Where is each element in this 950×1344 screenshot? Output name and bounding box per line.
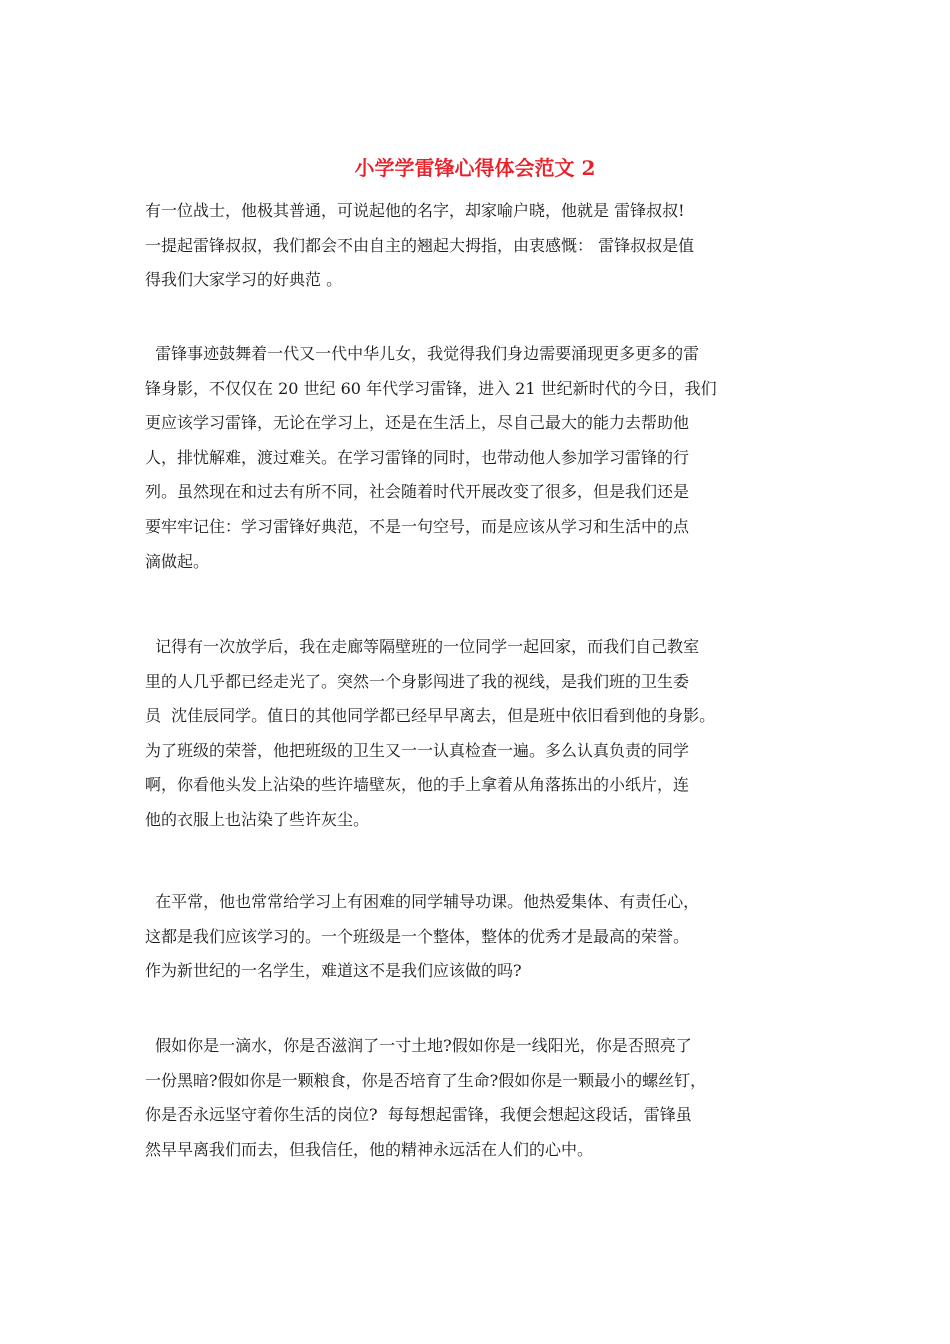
paragraph-line: 一份黑暗?假如你是一颗粮食，你是否培育了生命?假如你是一颗最小的螺丝钉，	[145, 1070, 707, 1090]
paragraph-line: 作为新世纪的一名学生，难道这不是我们应该做的吗?	[145, 961, 522, 981]
paragraph-line: 里的人几乎都已经走光了。突然一个身影闯进了我的视线，是我们班的卫生委	[145, 671, 690, 691]
paragraph-line: 为了班级的荣誉，他把班级的卫生又一一认真检查一遍。多么认真负责的同学	[145, 740, 690, 760]
paragraph-line: 这都是我们应该学习的。一个班级是一个整体，整体的优秀才是最高的荣誉。	[145, 926, 690, 946]
paragraph-line: 然早早离我们而去，但我信任，他的精神永远活在人们的心中。	[145, 1139, 594, 1159]
paragraph-line: 在平常，他也常常给学习上有困难的同学辅导功课。他热爱集体、有责任心，	[145, 892, 700, 911]
paragraph-line: 他的衣服上也沾染了些许灰尘。	[145, 809, 370, 829]
paragraph-line: 滴做起。	[145, 551, 210, 571]
paragraph-line: 员 沈佳辰同学。值日的其他同学都已经早早离去，但是班中依旧看到他的身影。	[145, 706, 716, 726]
paragraph-line: 记得有一次放学后，我在走廊等隔壁班的一位同学一起回家，而我们自己教室	[145, 637, 700, 656]
paragraph-line: 雷锋事迹鼓舞着一代又一代中华儿女，我觉得我们身边需要涌现更多更多的雷	[145, 344, 700, 363]
paragraph-line: 要牢牢记住：学习雷锋好典范，不是一句空号，而是应该从学习和生活中的点	[145, 516, 690, 536]
paragraph-1	[145, 194, 810, 298]
paragraph-2	[145, 337, 810, 579]
paragraph-4	[145, 885, 810, 989]
paragraph-line: 列。虽然现在和过去有所不同，社会随着时代开展改变了很多，但是我们还是	[145, 482, 690, 502]
paragraph-line: 更应该学习雷锋，无论在学习上，还是在生活上，尽自己最大的能力去帮助他	[145, 413, 690, 433]
paragraph-line: 一提起雷锋叔叔，我们都会不由自主的翘起大拇指，由衷感慨： 雷锋叔叔是值	[145, 235, 695, 255]
document-title: 小学学雷锋心得体会范文 2	[354, 156, 596, 180]
paragraph-line: 你是否永远坚守着你生活的岗位? 每每想起雷锋，我便会想起这段话，雷锋虽	[145, 1105, 692, 1125]
paragraph-line: 假如你是一滴水，你是否滋润了一寸土地?假如你是一线阳光，你是否照亮了	[145, 1036, 692, 1055]
paragraph-5	[145, 1029, 810, 1167]
paragraph-line: 人，排忧解难，渡过难关。在学习雷锋的同时，也带动他人参加学习雷锋的行	[145, 447, 690, 467]
paragraph-line: 得我们大家学习的好典范 。	[145, 270, 343, 290]
paragraph-line: 有一位战士，他极其普通，可说起他的名字，却家喻户晓，他就是 雷锋叔叔!	[145, 201, 685, 220]
paragraph-line: 锋身影，不仅仅在 20 世纪 60 年代学习雷锋，进入 21 世纪新时代的今日，我们	[145, 378, 717, 398]
paragraph-line: 啊，你看他头发上沾染的些许墙壁灰，他的手上拿着从角落拣出的小纸片，连	[145, 775, 690, 795]
paragraph-3	[145, 630, 810, 838]
